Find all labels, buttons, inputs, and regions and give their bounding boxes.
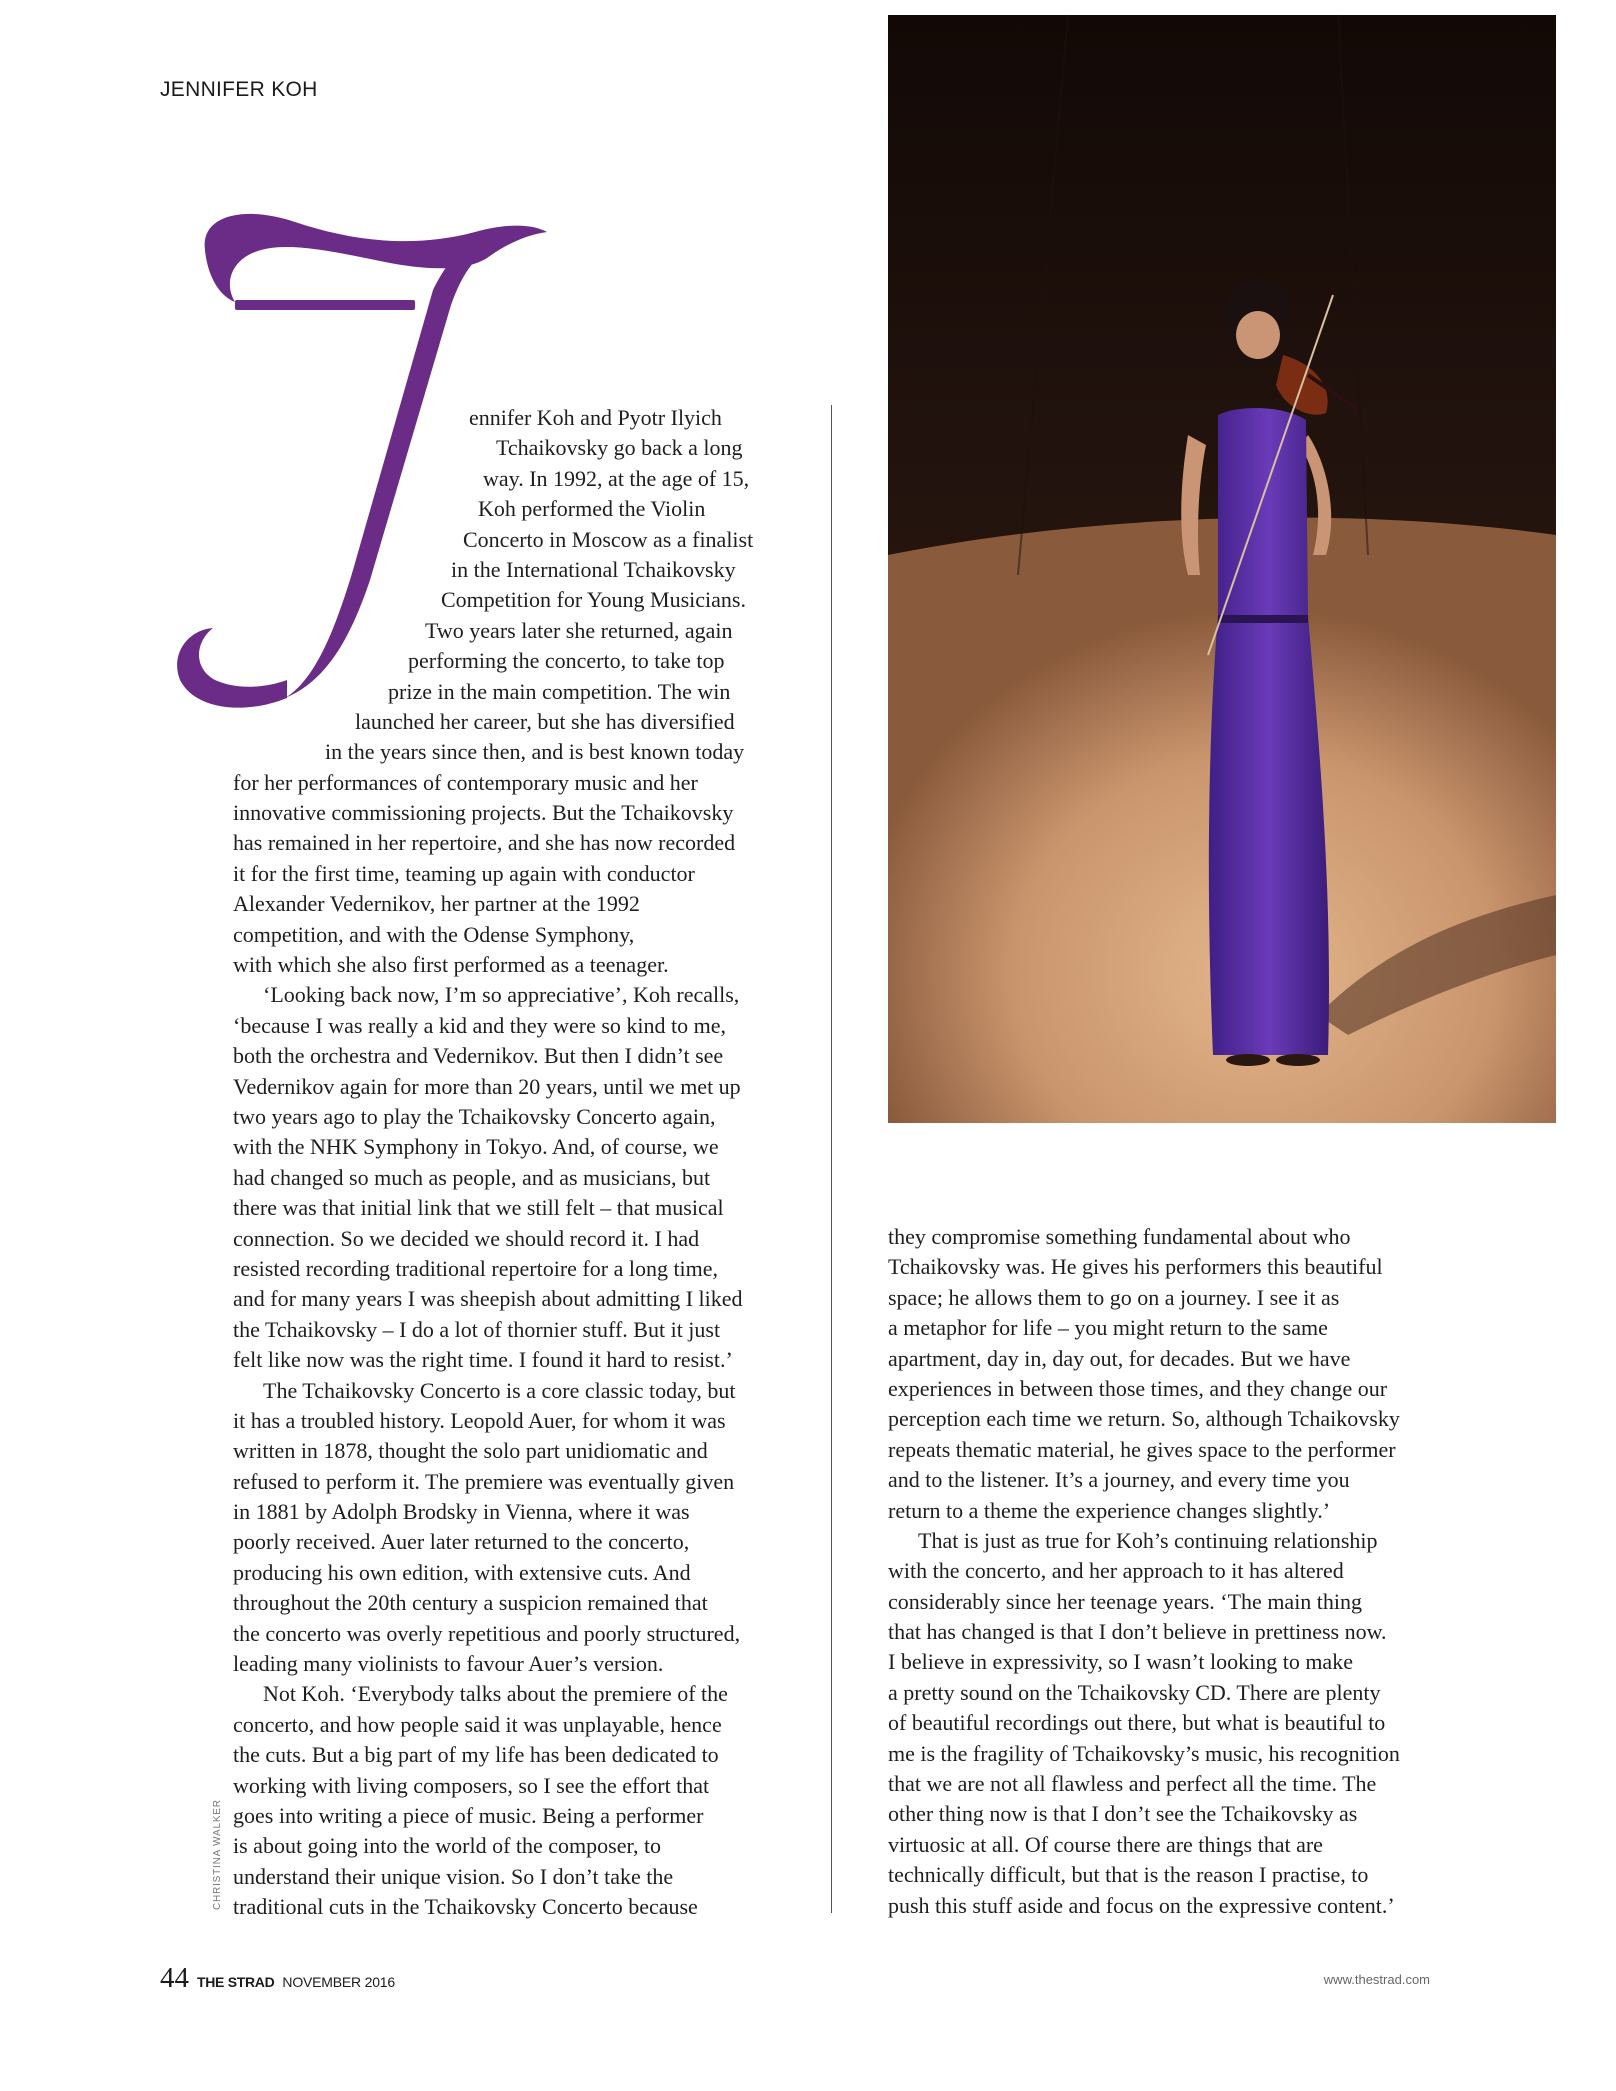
magazine-name: THE STRAD bbox=[197, 1974, 275, 1990]
article-line: two years ago to play the Tchaikovsky Concerto again, bbox=[233, 1103, 716, 1129]
article-line: push this stuff aside and focus on the expressive content.’ bbox=[888, 1892, 1395, 1918]
article-line: virtuosic at all. Of course there are things that are bbox=[888, 1831, 1323, 1857]
article-line: considerably since her teenage years. ‘The main thing bbox=[888, 1588, 1363, 1614]
article-line: that we are not all flawless and perfect all the time. The bbox=[888, 1771, 1377, 1797]
article-line: and to the listener. It’s a journey, and every time you bbox=[888, 1467, 1350, 1493]
article-line: goes into writing a piece of music. Being a performer bbox=[233, 1802, 704, 1828]
article-line: working with living composers, so I see the effort that bbox=[233, 1772, 710, 1798]
performer-photo bbox=[888, 15, 1556, 1123]
article-line: innovative commissioning projects. But the Tchaikovsky bbox=[233, 800, 734, 826]
article-line: ‘because I was really a kid and they were so kind to me, bbox=[233, 1012, 726, 1038]
article-line: leading many violinists to favour Auer’s version. bbox=[233, 1651, 664, 1677]
article-line: ‘Looking back now, I’m so appreciative’, Koh recalls, bbox=[263, 982, 740, 1008]
article-line: competition, and with the Odense Symphony, bbox=[233, 921, 635, 947]
article-line: apartment, day in, day out, for decades. But we have bbox=[888, 1345, 1351, 1371]
article-line: producing his own edition, with extensive cuts. And bbox=[233, 1559, 691, 1585]
article-line: that has changed is that I don’t believe in prettiness now. bbox=[888, 1619, 1387, 1645]
article-line: Not Koh. ‘Everybody talks about the premiere of the bbox=[263, 1681, 728, 1707]
article-line: in the International Tchaikovsky bbox=[451, 556, 736, 582]
section-title: JENNIFER KOH bbox=[160, 78, 318, 101]
footer-folio bbox=[160, 1962, 395, 1992]
article-line: That is just as true for Koh’s continuing relationship bbox=[918, 1527, 1378, 1553]
article-line: experiences in between those times, and they change our bbox=[888, 1375, 1388, 1401]
article-line: of beautiful recordings out there, but what is beautiful to bbox=[888, 1710, 1386, 1736]
article-line: concerto, and how people said it was unplayable, hence bbox=[233, 1711, 722, 1737]
article-line: and for many years I was sheepish about admitting I liked bbox=[233, 1286, 743, 1312]
article-column-right bbox=[888, 1222, 1448, 1921]
article-line: written in 1878, thought the solo part unidiomatic and bbox=[233, 1438, 708, 1464]
issue-date: NOVEMBER 2016 bbox=[282, 1974, 395, 1990]
article-line: poorly received. Auer later returned to the concerto, bbox=[233, 1529, 690, 1555]
photo-credit: CHRISTINA WALKER bbox=[212, 1799, 223, 1910]
article-line: with the concerto, and her approach to it has altered bbox=[888, 1558, 1344, 1584]
article-line: ennifer Koh and Pyotr Ilyich bbox=[469, 405, 722, 430]
article-line: I believe in expressivity, so I wasn’t looking to make bbox=[888, 1649, 1353, 1675]
article-line: performing the concerto, to take top bbox=[408, 648, 725, 674]
article-line: felt like now was the right time. I found it hard to resist.’ bbox=[233, 1347, 733, 1373]
article-line: with the NHK Symphony in Tokyo. And, of course, we bbox=[233, 1134, 719, 1160]
article-line: it has a troubled history. Leopold Auer, for whom it was bbox=[233, 1407, 726, 1433]
article-line: Alexander Vedernikov, her partner at the 1992 bbox=[233, 891, 640, 917]
article-line: me is the fragility of Tchaikovsky’s music, his recognition bbox=[888, 1740, 1400, 1766]
article-line: the concerto was overly repetitious and poorly structured, bbox=[233, 1620, 741, 1646]
article-line: return to a theme the experience changes slightly.’ bbox=[888, 1497, 1331, 1523]
article-line: in the years since then, and is best known today bbox=[325, 739, 745, 765]
article-line: resisted recording traditional repertoire for a long time, bbox=[233, 1255, 719, 1281]
article-line: it for the first time, teaming up again with conductor bbox=[233, 860, 695, 886]
article-line: had changed so much as people, and as musicians, but bbox=[233, 1164, 711, 1190]
article-line: has remained in her repertoire, and she has now recorded bbox=[233, 830, 736, 856]
article-line: way. In 1992, at the age of 15, bbox=[483, 465, 750, 491]
article-line: prize in the main competition. The win bbox=[388, 678, 731, 704]
article-line: there was that initial link that we still felt – that musical bbox=[233, 1195, 724, 1221]
article-line: with which she also first performed as a teenager. bbox=[233, 952, 669, 978]
article-line: a metaphor for life – you might return to the same bbox=[888, 1315, 1328, 1341]
article-line: Two years later she returned, again bbox=[425, 617, 733, 643]
article-line: throughout the 20th century a suspicion remained that bbox=[233, 1590, 708, 1616]
article-line: Tchaikovsky go back a long bbox=[496, 435, 743, 461]
article-line: technically difficult, but that is the reason I practise, to bbox=[888, 1862, 1369, 1888]
article-line: a pretty sound on the Tchaikovsky CD. There are plenty bbox=[888, 1679, 1381, 1705]
article-line: Koh performed the Violin bbox=[478, 496, 706, 522]
article-line: launched her career, but she has diversified bbox=[355, 708, 735, 734]
article-line: traditional cuts in the Tchaikovsky Concerto because bbox=[233, 1894, 698, 1920]
article-line: in 1881 by Adolph Brodsky in Vienna, where it was bbox=[233, 1499, 690, 1525]
article-line: they compromise something fundamental about who bbox=[888, 1224, 1351, 1249]
article-line: perception each time we return. So, although Tchaikovsky bbox=[888, 1406, 1400, 1432]
article-column-left bbox=[233, 403, 793, 1923]
article-line: the cuts. But a big part of my life has been dedicated to bbox=[233, 1742, 719, 1768]
article-line: Tchaikovsky was. He gives his performers this beautiful bbox=[888, 1254, 1383, 1280]
article-line: Concerto in Moscow as a finalist bbox=[463, 526, 754, 552]
page-number: 44 bbox=[160, 1962, 189, 1994]
article-line: repeats thematic material, he gives space to the performer bbox=[888, 1436, 1396, 1462]
article-line: space; he allows them to go on a journey. I see it as bbox=[888, 1284, 1340, 1310]
article-line: Competition for Young Musicians. bbox=[441, 587, 746, 613]
article-line: The Tchaikovsky Concerto is a core classic today, but bbox=[263, 1377, 736, 1403]
article-line: other thing now is that I don’t see the Tchaikovsky as bbox=[888, 1801, 1358, 1827]
column-divider bbox=[831, 405, 832, 1913]
article-line: Vedernikov again for more than 20 years, until we met up bbox=[233, 1073, 741, 1099]
article-line: connection. So we decided we should record it. I had bbox=[233, 1225, 700, 1251]
article-line: both the orchestra and Vedernikov. But then I didn’t see bbox=[233, 1043, 724, 1069]
article-line: understand their unique vision. So I don’t take the bbox=[233, 1863, 674, 1889]
article-line: refused to perform it. The premiere was eventually given bbox=[233, 1468, 735, 1494]
article-line: is about going into the world of the composer, to bbox=[233, 1833, 662, 1859]
article-line: the Tchaikovsky – I do a lot of thornier stuff. But it just bbox=[233, 1316, 721, 1342]
article-line: for her performances of contemporary music and her bbox=[233, 769, 698, 795]
website-url: www.thestrad.com bbox=[1323, 1972, 1430, 1987]
